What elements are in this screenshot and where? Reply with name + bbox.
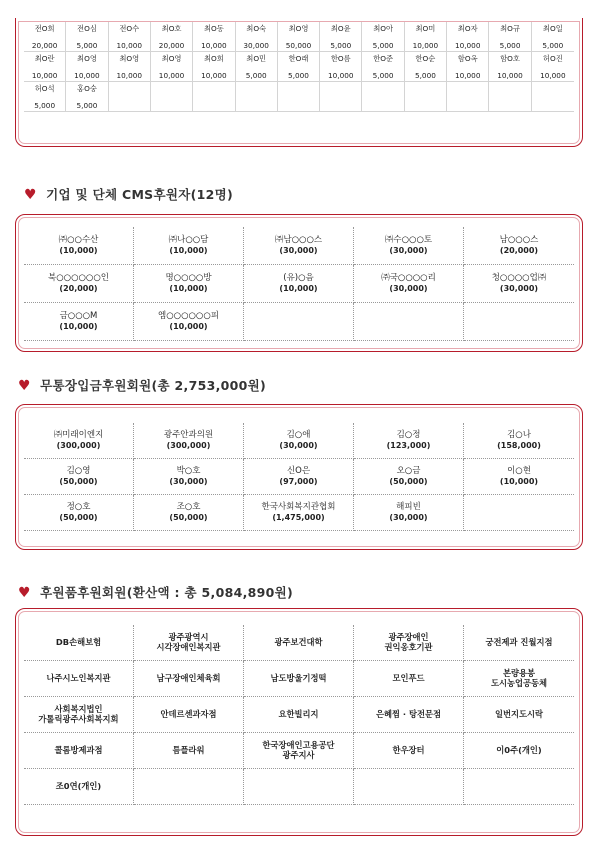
donor-name: 본량용봉: [502, 667, 536, 678]
section-title: 무통장입금후원회원(총 2,753,000원): [40, 378, 267, 393]
donor-name: 전O희: [34, 24, 55, 33]
donor-name: 광주안과의원: [163, 430, 214, 441]
donor-cell: [244, 227, 354, 265]
donor-amount: (50,000): [169, 512, 208, 522]
donor-amount: 20,000: [31, 40, 58, 50]
donor-cell: [464, 625, 574, 661]
donor-amount: 10,000: [497, 70, 523, 80]
heart-icon: ♥: [18, 585, 31, 601]
donor-name: 최O민: [246, 54, 267, 63]
donor-name: 최O영: [161, 54, 182, 63]
donor-name: 한O래: [288, 54, 309, 63]
donor-cell: [464, 227, 574, 265]
donor-cell: [405, 52, 447, 82]
section-title: 후원품후원회원(환산액 : 총 5,084,890원): [40, 585, 294, 600]
donor-name: 한O름: [330, 54, 351, 63]
donor-name: 해피빈: [396, 502, 421, 513]
donor-name: 조0연(개인): [55, 780, 102, 791]
donor-name: 김○나: [507, 430, 531, 441]
empty-cell: [354, 769, 464, 805]
donor-cell: [320, 22, 362, 52]
donor-cell: [244, 733, 354, 769]
donor-cell: [489, 52, 531, 82]
donor-amount: 10,000: [201, 70, 227, 80]
donor-amount: (30,000): [389, 283, 428, 293]
donor-amount: (10,000): [59, 321, 98, 331]
donor-amount: 20,000: [158, 40, 185, 50]
empty-cell: [405, 82, 447, 112]
donor-cell: [354, 495, 464, 531]
donor-cell: [354, 227, 464, 265]
donor-cell: [532, 52, 574, 82]
donor-name: 광주보건대학: [274, 636, 323, 647]
empty-cell: [354, 303, 464, 341]
donor-amount: (50,000): [59, 512, 98, 522]
donor-cell: [151, 52, 193, 82]
donor-name: 콜롬방제과점: [54, 744, 103, 755]
donor-amount: 50,000: [285, 40, 312, 50]
donor-cell: [193, 52, 235, 82]
donor-cell: [193, 22, 235, 52]
donor-amount: 10,000: [412, 40, 439, 50]
donor-cell: [151, 22, 193, 52]
donor-cell: [24, 697, 134, 733]
donor-amount: (10,000): [169, 283, 208, 293]
donor-name: 한우장터: [392, 744, 425, 755]
donor-cell: [66, 82, 108, 112]
donor-cell: [24, 423, 134, 459]
donor-amount: 10,000: [328, 70, 354, 80]
donor-cell: [354, 459, 464, 495]
donor-cell: [24, 52, 66, 82]
donor-cell: [24, 495, 134, 531]
donor-amount: 10,000: [116, 40, 143, 50]
donor-cell: [236, 52, 278, 82]
section-title: 기업 및 단체 CMS후원자(12명): [46, 187, 234, 202]
donor-cell: [24, 661, 134, 697]
empty-cell: [134, 769, 244, 805]
donor-amount: (30,000): [499, 283, 539, 293]
donor-cell: [354, 697, 464, 733]
donor-amount: 5,000: [245, 70, 267, 80]
donor-amount: (10,000): [499, 476, 539, 486]
donor-amount: (20,000): [59, 283, 98, 293]
donor-name: 한O순: [415, 54, 436, 63]
donor-name: 남구장애인체육회: [156, 672, 221, 683]
donor-cell: [134, 697, 244, 733]
donor-cell: [362, 22, 404, 52]
individual-donors-grid: [24, 22, 574, 112]
donor-name: 광주지사: [282, 749, 315, 760]
donor-name: 최O숙: [246, 24, 267, 33]
donor-amount: (30,000): [389, 245, 428, 255]
donor-name: 도시농업공동체: [490, 677, 548, 688]
donor-name: ㈜국○○○○리: [381, 273, 436, 284]
donor-name: 남도방울기정떡: [270, 672, 327, 683]
donor-cell: [134, 625, 244, 661]
section-heading-in-kind: [18, 582, 293, 601]
empty-cell: [464, 769, 574, 805]
empty-cell: [464, 495, 574, 531]
in-kind-panel: [15, 608, 583, 836]
donor-amount: 5,000: [34, 100, 56, 110]
donor-amount: 5,000: [499, 40, 521, 50]
donor-name: 허O석: [34, 84, 55, 93]
empty-cell: [532, 82, 574, 112]
donor-cell: [24, 22, 66, 52]
individual-donors-panel: [15, 18, 583, 147]
donor-amount: (10,000): [169, 321, 208, 331]
donor-name: 사회복지법인: [54, 703, 103, 714]
donor-amount: 10,000: [454, 40, 481, 50]
donor-cell: [447, 22, 489, 52]
donor-cell: [244, 495, 354, 531]
heart-icon: ♥: [18, 378, 31, 394]
donor-name: ㈜수○○○토: [384, 235, 433, 246]
donor-name: 최O아: [373, 24, 394, 33]
donor-name: 일번지도시락: [494, 708, 544, 719]
donor-name: 권익옹호기관: [384, 641, 433, 652]
donor-amount: 10,000: [74, 70, 100, 80]
donor-amount: (158,000): [497, 440, 541, 450]
donor-name: 함O호: [500, 54, 520, 63]
donor-name: 최O영: [119, 54, 140, 63]
donor-name: 홍O숭: [77, 84, 97, 93]
donor-amount: 5,000: [542, 40, 564, 50]
donor-cell: [354, 423, 464, 459]
donor-cell: [354, 265, 464, 303]
donor-name: ㈜남○○○스: [274, 235, 323, 246]
donor-amount: 5,000: [76, 40, 98, 50]
donor-amount: 10,000: [158, 70, 185, 80]
heart-icon: ♥: [24, 187, 37, 203]
empty-cell: [236, 82, 278, 112]
donor-cell: [464, 459, 574, 495]
donor-cell: [24, 769, 134, 805]
donor-cell: [134, 459, 244, 495]
corporate-cms-panel: [15, 214, 583, 352]
empty-cell: [464, 303, 574, 341]
donor-name: 금○○○M: [59, 311, 98, 322]
donor-name: 정○호: [66, 502, 91, 513]
donor-cell: [134, 495, 244, 531]
donor-cell: [464, 265, 574, 303]
donor-amount: (30,000): [279, 440, 318, 450]
donor-cell: [244, 661, 354, 697]
donor-name: 최O동: [203, 24, 224, 33]
donor-name: 박○호: [176, 466, 201, 477]
donor-cell: [236, 22, 278, 52]
donor-name: 광주광역시: [168, 631, 209, 642]
donor-amount: 10,000: [31, 70, 58, 80]
section-heading-corporate: [24, 184, 233, 203]
donor-name: 전O수: [119, 24, 140, 33]
donor-amount: (50,000): [389, 476, 428, 486]
corporate-cms-grid: [24, 227, 574, 341]
donor-name: 한O준: [373, 54, 394, 63]
donor-amount: 10,000: [540, 70, 566, 80]
donor-amount: 5,000: [288, 70, 309, 80]
donor-name: ㈜○○수산: [58, 235, 99, 246]
donor-name: 이0주(개인): [496, 744, 542, 755]
donor-name: 최O영: [77, 54, 97, 63]
donor-amount: (10,000): [279, 283, 318, 293]
donor-amount: (30,000): [389, 512, 428, 522]
donor-amount: 30,000: [243, 40, 269, 50]
donor-cell: [447, 52, 489, 82]
donor-amount: 10,000: [201, 40, 227, 50]
donor-name: 안데르센과자점: [160, 708, 217, 719]
donor-name: 광주장애인: [388, 631, 429, 642]
donor-name: (유)○음: [283, 273, 314, 284]
donor-amount: 10,000: [454, 70, 481, 80]
donor-cell: [354, 661, 464, 697]
donor-amount: (123,000): [386, 440, 431, 450]
donor-cell: [464, 697, 574, 733]
donor-cell: [405, 22, 447, 52]
donor-name: 함O옥: [457, 54, 478, 63]
donor-cell: [134, 423, 244, 459]
donor-name: ㈜나○○담: [168, 235, 209, 246]
donor-cell: [24, 227, 134, 265]
donor-name: 최O규: [500, 24, 520, 33]
donor-name: 엠○○○○○○피: [158, 311, 219, 322]
donor-cell: [320, 52, 362, 82]
donor-name: 나주시노인복지관: [46, 672, 111, 683]
donor-name: 가톨릭광주사회복지회: [38, 713, 119, 724]
donor-name: 은혜찜 · 탕전문점: [375, 708, 442, 719]
donor-cell: [464, 733, 574, 769]
empty-cell: [447, 82, 489, 112]
donor-cell: [134, 661, 244, 697]
donor-amount: (97,000): [279, 476, 318, 486]
donor-amount: (50,000): [59, 476, 98, 486]
section-heading-bank-transfer: [18, 375, 266, 394]
donor-name: 허O진: [542, 54, 563, 63]
donor-cell: [109, 22, 151, 52]
donor-cell: [354, 625, 464, 661]
donor-cell: [244, 625, 354, 661]
empty-cell: [362, 82, 404, 112]
donor-name: 최O일: [542, 24, 563, 33]
donor-name: 최O영: [288, 24, 309, 33]
donor-name: 모인푸드: [392, 672, 425, 683]
donor-amount: (300,000): [166, 440, 211, 450]
donor-name: ㈜미래이엔지: [53, 430, 104, 441]
empty-cell: [320, 82, 362, 112]
donor-name: 틈플라워: [172, 744, 205, 755]
donor-name: 궁전제과 진월지점: [485, 636, 553, 647]
empty-cell: [151, 82, 193, 112]
bank-transfer-panel: [15, 404, 583, 550]
donor-amount: (30,000): [279, 245, 318, 255]
donor-name: 신O은: [286, 466, 311, 477]
donor-name: 시각장애인복지관: [156, 641, 221, 652]
donor-name: 청○○○○업㈜: [491, 273, 547, 284]
donor-name: 전O심: [77, 24, 97, 33]
donor-cell: [134, 265, 244, 303]
donor-cell: [354, 733, 464, 769]
donor-cell: [24, 459, 134, 495]
donor-name: 최O자: [457, 24, 478, 33]
donor-amount: 5,000: [372, 40, 394, 50]
donor-cell: [24, 733, 134, 769]
donor-name: DB손해보험: [55, 636, 102, 647]
donor-amount: (30,000): [169, 476, 208, 486]
donor-amount: 5,000: [372, 70, 394, 80]
donor-amount: 10,000: [116, 70, 143, 80]
donor-name: 조○호: [176, 502, 201, 513]
empty-cell: [244, 303, 354, 341]
donor-cell: [532, 22, 574, 52]
donor-cell: [134, 227, 244, 265]
donor-cell: [464, 423, 574, 459]
empty-cell: [109, 82, 151, 112]
donor-cell: [134, 303, 244, 341]
donor-cell: [489, 22, 531, 52]
donor-amount: (300,000): [56, 440, 101, 450]
donor-cell: [24, 625, 134, 661]
donor-amount: (10,000): [169, 245, 208, 255]
donor-amount: (20,000): [499, 245, 539, 255]
in-kind-grid: [24, 625, 574, 805]
donor-name: 최O호: [161, 24, 182, 33]
donor-cell: [109, 52, 151, 82]
donor-amount: (10,000): [59, 245, 98, 255]
donor-cell: [244, 697, 354, 733]
bank-transfer-grid: [24, 423, 574, 531]
donor-cell: [244, 265, 354, 303]
donor-name: 명○○○○방: [165, 273, 212, 284]
donor-name: 최O희: [203, 54, 224, 63]
donor-amount: (1,475,000): [272, 512, 325, 522]
donor-cell: [278, 52, 320, 82]
empty-cell: [489, 82, 531, 112]
donor-cell: [24, 265, 134, 303]
donor-name: 북○○○○○○인: [48, 273, 109, 284]
donor-cell: [278, 22, 320, 52]
donor-amount: 5,000: [330, 40, 352, 50]
donor-cell: [362, 52, 404, 82]
donor-amount: 5,000: [414, 70, 436, 80]
empty-cell: [244, 769, 354, 805]
donor-name: 요한빌리지: [278, 708, 319, 719]
donor-name: 이○현: [507, 466, 531, 477]
donor-cell: [464, 661, 574, 697]
empty-cell: [278, 82, 320, 112]
donor-name: 한국사회복지관협회: [261, 502, 336, 513]
donor-name: 최O란: [34, 54, 55, 63]
donor-name: 한국장애인고용공단: [262, 739, 335, 750]
donor-cell: [66, 22, 108, 52]
donor-cell: [134, 733, 244, 769]
donor-name: 김○영: [66, 466, 91, 477]
donor-name: 오○금: [396, 466, 421, 477]
donor-amount: 5,000: [76, 100, 98, 110]
donor-cell: [244, 423, 354, 459]
donor-name: 김○정: [396, 430, 421, 441]
donor-cell: [24, 82, 66, 112]
donor-name: 김○애: [286, 430, 311, 441]
donor-name: 남○○○스: [499, 235, 539, 246]
donor-cell: [66, 52, 108, 82]
donor-name: 최O미: [415, 24, 436, 33]
donor-name: 최O윤: [330, 24, 351, 33]
donor-cell: [24, 303, 134, 341]
empty-cell: [193, 82, 235, 112]
donor-cell: [244, 459, 354, 495]
